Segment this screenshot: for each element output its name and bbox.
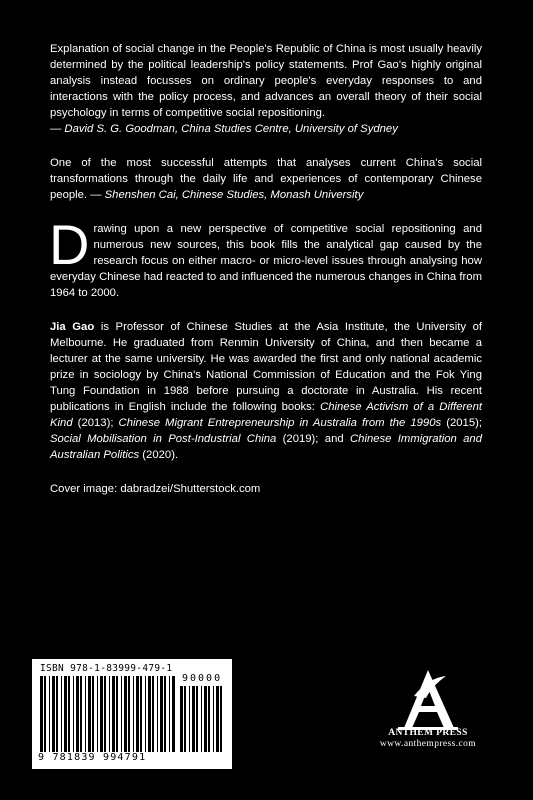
barcode-bar	[204, 686, 207, 752]
barcode-bar	[140, 676, 142, 752]
review-cai-text: One of the most successful attempts that analyses current China's social transformations through the daily life and experiences of contemporary Chinese people.	[50, 157, 482, 201]
barcode-bar	[148, 676, 151, 752]
barcode-bar	[180, 686, 183, 752]
review-cai	[50, 155, 482, 203]
book-title-4: Chinese Immigration and Australian Politics	[50, 433, 482, 461]
barcode-bar	[157, 676, 158, 752]
barcode-bar	[80, 676, 82, 752]
barcode-bar	[76, 676, 79, 752]
barcode-bar	[160, 676, 163, 752]
barcode-bar	[88, 676, 91, 752]
book-year-3: (2019); and	[276, 433, 350, 445]
barcode-bar	[73, 676, 74, 752]
barcode-bar	[169, 676, 170, 752]
barcode-bar	[49, 676, 50, 752]
barcode-bar	[85, 676, 86, 752]
barcode-bar	[201, 686, 202, 752]
review-goodman	[50, 41, 482, 137]
isbn-label: ISBN 978-1-83999-479-1	[40, 663, 173, 674]
barcode-bar	[61, 676, 62, 752]
barcode-bar	[216, 686, 219, 752]
cover-credit: Cover image: dabradzei/Shutterstock.com	[50, 483, 261, 495]
barcode-bar	[133, 676, 134, 752]
barcode-bar	[56, 676, 58, 752]
barcode-bar	[64, 676, 67, 752]
book-year-2: (2015);	[441, 417, 483, 429]
publisher-name: ANTHEM PRESS	[388, 728, 468, 738]
barcode-bar	[164, 676, 166, 752]
author-bio-text: is Professor of Chinese Studies at the Asia Institute, the University of Melbourne. He graduated from Renmin University of China, and then became a lecturer at the same university. He was awarded the first and only national academic prize in sociology by China's National Commission of Education and the Fok Ying Tung Foundation in 1988 before pursuing a doctorate in Australia. His recent publications in English include the following books:	[50, 321, 482, 413]
barcode-bar	[128, 676, 130, 752]
author-name: Jia Gao	[50, 321, 95, 333]
barcode-bar	[189, 686, 190, 752]
review-goodman-text: Explanation of social change in the People's Republic of China is most usually heavily determined by the political leadership's policy statements. Prof Gao's highly original analysis instead focusses on ordinary people's everyday responses to and interactions with the policy process, and advances an overall theory of their social psychology in terms of competitive social repositioning.	[50, 43, 482, 119]
barcode-bar	[112, 676, 115, 752]
book-title-3: Social Mobilisation in Post-Industrial China	[50, 433, 277, 445]
barcode-bar	[109, 676, 110, 752]
anthem-press-logo-icon	[392, 668, 464, 732]
barcode-bar	[121, 676, 122, 752]
barcode-bar	[184, 686, 186, 752]
barcode-bar	[68, 676, 70, 752]
publisher-block	[378, 728, 478, 749]
barcode-bar	[196, 686, 198, 752]
ean-digits: 9 781839 994791	[38, 752, 147, 763]
addon-barcode-bars	[180, 686, 226, 752]
review-goodman-attribution: — David S. G. Goodman, China Studies Centre, University of Sydney	[50, 123, 398, 135]
barcode-bar	[40, 676, 43, 752]
author-bio	[50, 319, 482, 463]
barcode-bar	[213, 686, 214, 752]
book-year-4: (2020).	[139, 449, 179, 461]
isbn-barcode	[32, 659, 232, 769]
barcode-bar	[192, 686, 195, 752]
book-year-1: (2013);	[72, 417, 119, 429]
blurb-text: rawing upon a new perspective of competitive social repositioning and numerous new sources, this book fills the analytical gap caused by the research focus on either macro- or micro-level issues through analysing how everyday Chinese had reacted to and influenced the numerous changes in China from 1964 to 2000.	[50, 223, 482, 299]
back-cover-text	[50, 41, 482, 497]
barcode-bar	[124, 676, 127, 752]
barcode-bar	[136, 676, 139, 752]
book-blurb	[49, 213, 482, 301]
barcode-addon-digits: 90000	[182, 673, 223, 684]
barcode-bar	[220, 686, 222, 752]
barcode-bar	[145, 676, 146, 752]
book-title-2: Chinese Migrant Entrepreneurship in Australia from the 1990s	[118, 417, 442, 429]
barcode-bar	[52, 676, 55, 752]
barcode-bar	[116, 676, 118, 752]
barcode-bar	[104, 676, 106, 752]
review-cai-attribution: — Shenshen Cai, Chinese Studies, Monash University	[90, 189, 364, 201]
barcode-bar	[172, 676, 175, 752]
drop-cap: D	[49, 213, 90, 276]
barcode-bar	[92, 676, 94, 752]
barcode-bar	[97, 676, 98, 752]
barcode-bar	[208, 686, 210, 752]
barcode-bar	[152, 676, 154, 752]
publisher-url[interactable]: www.anthempress.com	[379, 739, 477, 749]
barcode-bar	[44, 676, 46, 752]
ean-barcode-bars	[40, 676, 178, 752]
book-title-1: Chinese Activism of a Different Kind	[50, 401, 482, 429]
barcode-bar	[100, 676, 103, 752]
